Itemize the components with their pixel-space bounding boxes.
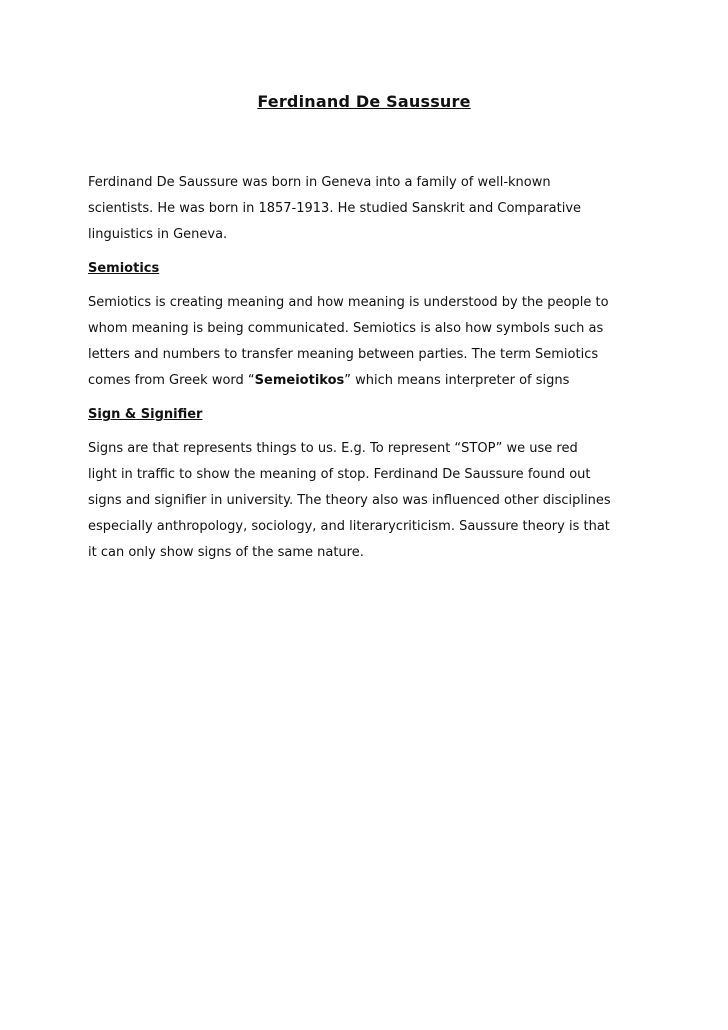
sign-line: it can only show signs of the same nature.	[88, 545, 364, 560]
semiotics-line: whom meaning is being communicated. Semiotics is also how symbols such as	[88, 321, 604, 336]
semiotics-line: letters and numbers to transfer meaning between parties. The term Semiotics	[88, 347, 599, 362]
sign-line: signs and signifier in university. The theory also was influenced other disciplines	[88, 493, 611, 508]
sign-line: especially anthropology, sociology, and literarycriticism. Saussure theory is that	[88, 519, 610, 534]
sign-paragraph	[88, 436, 648, 566]
intro-line: Ferdinand De Saussure was born in Geneva into a family of well-known	[88, 175, 551, 190]
document-title: Ferdinand De Saussure	[257, 92, 471, 111]
semeiotikos-term: Semeiotikos	[254, 373, 345, 388]
semiotics-paragraph	[88, 290, 648, 394]
sign-signifier-heading: Sign & Signifier	[88, 407, 203, 422]
sign-line: Signs are that represents things to us. E.g. To represent “STOP” we use red	[88, 441, 578, 456]
document-body	[88, 170, 648, 566]
semiotics-line: Semiotics is creating meaning and how meaning is understood by the people to	[88, 295, 609, 310]
sign-line: light in traffic to show the meaning of stop. Ferdinand De Saussure found out	[88, 467, 591, 482]
intro-paragraph	[88, 170, 648, 248]
intro-line: scientists. He was born in 1857-1913. He studied Sanskrit and Comparative	[88, 201, 582, 216]
semiotics-last-line-after: ” which means interpreter of signs	[344, 373, 570, 388]
semiotics-last-line	[88, 368, 648, 394]
intro-line: linguistics in Geneva.	[88, 227, 228, 242]
semiotics-last-line-before: comes from Greek word “	[88, 373, 255, 388]
semiotics-heading: Semiotics	[88, 261, 160, 276]
